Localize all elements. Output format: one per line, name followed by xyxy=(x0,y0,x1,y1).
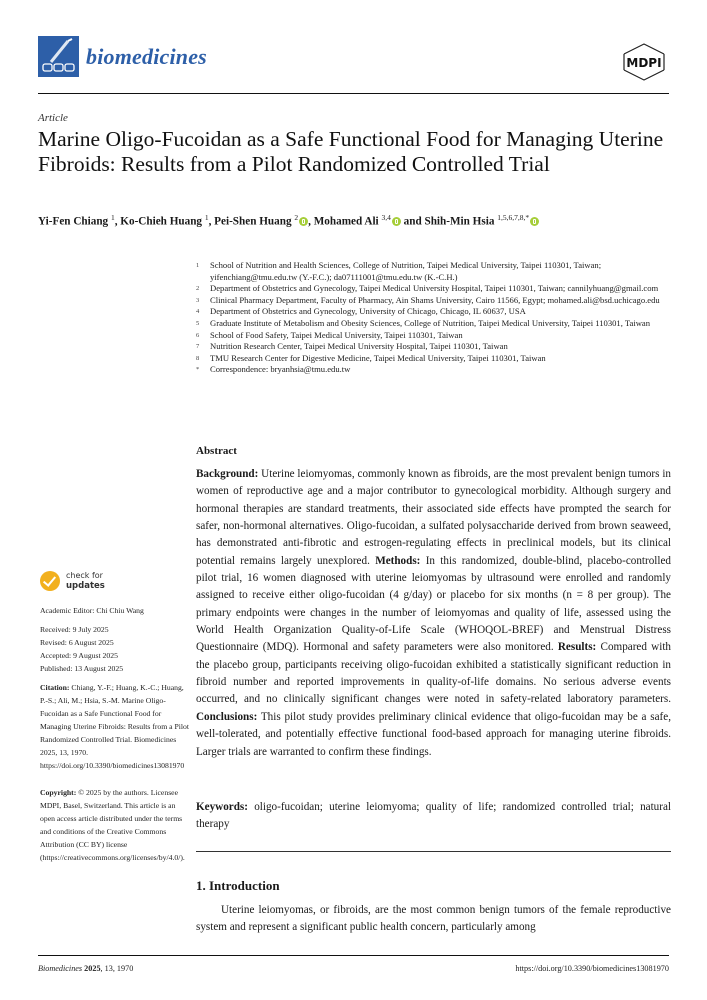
affiliation-item xyxy=(196,260,676,283)
affiliation-item xyxy=(196,283,676,295)
author-affiliation-ref: 1 xyxy=(110,213,115,222)
methods-label: Methods: xyxy=(375,554,421,567)
affiliation-item xyxy=(196,353,676,365)
journal-name: biomedicines xyxy=(86,44,207,69)
affiliation-number: 1 xyxy=(196,262,200,269)
author-separator: , xyxy=(114,215,121,228)
affiliations-list xyxy=(196,260,676,376)
article-title: Marine Oligo-Fucoidan as a Safe Functional Food for Managing Uterine Fibroids: Results from a Pilot Randomized Controlled Trial xyxy=(38,127,664,176)
article-sidebar xyxy=(40,604,190,864)
author-name[interactable]: Ko-Chieh Huang xyxy=(120,215,205,228)
results-text: Compared with the placebo group, participants receiving oligo-fucoidan exhibited a statistically significant reduction in fibroid number and reported improvements in quality-of-life domains. No serious adverse events occurred, and no clinically significant changes were noted in safety-related laboratory parameters. xyxy=(196,641,671,706)
author-affiliation-ref: 3,4 xyxy=(381,213,391,222)
affiliation-number: 2 xyxy=(196,285,200,293)
footer-divider xyxy=(38,955,669,956)
citation xyxy=(40,681,190,772)
header-divider xyxy=(38,93,669,94)
checkmark-icon xyxy=(40,571,60,591)
author-name[interactable]: Mohamed Ali xyxy=(313,215,382,228)
copyright-label: Copyright: xyxy=(40,788,77,797)
conclusions-label: Conclusions: xyxy=(196,710,258,723)
date-accepted: Accepted: 9 August 2025 xyxy=(40,651,118,660)
conclusions-text: This pilot study provides preliminary clinical evidence that oligo-fucoidan may be a safe, well-tolerated, and potentially effective functional food-based approach for managing uterine fibroids. Larger trials are warranted to confirm these findings. xyxy=(196,710,671,758)
orcid-icon[interactable] xyxy=(530,217,539,226)
introduction-text: Uterine leiomyomas, or fibroids, are the most common benign tumors of the female reproductive system and represent a significant public health concern, particularly among xyxy=(196,904,671,934)
footer-volume: , 13, 1970 xyxy=(100,964,134,973)
results-label: Results: xyxy=(557,641,597,654)
affiliation-item xyxy=(196,341,676,353)
affiliation-item xyxy=(196,318,676,330)
keywords-text: oligo-fucoidan; uterine leiomyoma; quality of life; randomized controlled trial; natural therapy xyxy=(196,801,671,831)
author-separator: , xyxy=(308,215,314,228)
copyright xyxy=(40,786,190,864)
introduction-heading: 1. Introduction xyxy=(196,878,280,893)
affiliation-text: Graduate Institute of Metabolism and Obesity Sciences, College of Nutrition, Taipei Medical University, Taipei 110301, Taiwan xyxy=(210,317,651,328)
check-updates-label xyxy=(66,571,105,591)
footer-journal: Biomedicines xyxy=(38,964,83,973)
methods-text: In this randomized, double-blind, placebo-controlled pilot trial, 16 women diagnosed with uterine leiomyomas by ultrasound were enrolled and randomly assigned to receive either oligo-fucoidan (4 g/day) or placebo for six months (n = 8 per group). The primary endpoints were changes in the number of leiomyomas and quality of life, assessed using the World Health Organization Quality-of-Life Scale (WHOQOL-BREF) and Menstrual Distress Questionnaire (MDQ). Hormonal and safety parameters were also monitored. xyxy=(196,554,671,654)
affiliation-text: School of Nutrition and Health Sciences, College of Nutrition, Taipei Medical University, Taipei 110301, Taiwan; yifenchiang@tmu.edu.tw (Y.-F.C.); da07111001@tmu.edu.tw (K.-C.H.) xyxy=(210,260,602,282)
author-affiliation-ref: 2 xyxy=(294,213,299,222)
check-for-updates-button[interactable] xyxy=(40,571,105,591)
check-updates-line1: check for xyxy=(66,571,103,580)
date-published: Published: 13 August 2025 xyxy=(40,664,124,673)
affiliation-number: 8 xyxy=(196,354,200,362)
affiliation-text: Correspondence: bryanhsia@tmu.edu.tw xyxy=(210,364,351,375)
orcid-icon[interactable] xyxy=(392,217,401,226)
copyright-text: © 2025 by the authors. Licensee MDPI, Basel, Switzerland. This article is an open access article distributed under the terms and conditions of the Creative Commons Attribution (CC BY) license (https://creativecommons.org/licenses/by/4.0/). xyxy=(40,788,185,862)
affiliation-item xyxy=(196,364,676,376)
affiliation-text: School of Food Safety, Taipei Medical University, Taipei 110301, Taiwan xyxy=(210,329,463,340)
check-updates-line2: updates xyxy=(66,581,105,591)
affiliation-number: 5 xyxy=(196,319,200,327)
affiliation-number: 6 xyxy=(196,331,200,339)
orcid-icon[interactable] xyxy=(299,217,308,226)
affiliation-number: 3 xyxy=(196,296,200,304)
author-name[interactable]: Yi-Fen Chiang xyxy=(38,215,111,228)
section-divider xyxy=(196,851,671,852)
keywords-label: Keywords: xyxy=(196,801,248,813)
affiliation-number: 7 xyxy=(196,343,200,351)
affiliation-number: * xyxy=(196,366,200,374)
footer-year: 2025 xyxy=(84,964,101,973)
affiliation-text: Clinical Pharmacy Department, Faculty of Pharmacy, Ain Shams University, Cairo 11566, Egypt; mohamed.ali@bsd.uchicago.edu xyxy=(210,294,660,305)
affiliation-text: Nutrition Research Center, Taipei Medical University Hospital, Taipei 110301, Taiwan xyxy=(210,341,508,352)
keywords xyxy=(196,799,671,834)
citation-label: Citation: xyxy=(40,683,70,692)
footer-citation xyxy=(38,964,133,973)
author-affiliation-ref: 1 xyxy=(204,213,209,222)
mdpi-logo-text: MDPI xyxy=(626,56,662,70)
author-affiliation-ref: 1,5,6,7,8,* xyxy=(497,213,530,222)
author-separator: , xyxy=(208,215,215,228)
affiliation-number: 4 xyxy=(196,308,200,316)
citation-text: Chiang, Y.-F.; Huang, K.-C.; Huang, P.-S.; Ali, M.; Hsia, S.-M. Marine Oligo-Fucoidan as a Safe Functional Food for Managing Uterine Fibroids: Results from a Pilot Randomized Controlled Trial. Biomedicines 2025, 13, 1970. https://doi.org/10.3390/biomedicines13081970 xyxy=(40,683,190,770)
background-text: Uterine leiomyomas, commonly known as fibroids, are the most prevalent benign tumors in women of reproductive age and a major contributor to gynecological morbidity. Although surgery and hormonal therapies are standard treatments, their associated side effects have prompted the search for safer, non-hormonal alternatives. Oligo-fucoidan, a sulfated polysaccharide derived from brown seaweed, has demonstrated anti-fibrotic and estrogen-regulating effects in preclinical models, but its clinical potential remains largely unexplored. xyxy=(196,468,671,567)
mdpi-logo-icon xyxy=(618,42,670,82)
background-label: Background: xyxy=(196,468,259,480)
author-separator: and xyxy=(400,215,425,228)
abstract-body xyxy=(196,466,671,761)
author-name[interactable]: Shih-Min Hsia xyxy=(424,215,498,228)
author-name[interactable]: Pei-Shen Huang xyxy=(214,215,295,228)
affiliation-item xyxy=(196,306,676,318)
article-type: Article xyxy=(38,112,68,124)
author-list xyxy=(38,213,539,228)
date-revised: Revised: 6 August 2025 xyxy=(40,638,114,647)
affiliation-item xyxy=(196,330,676,342)
footer-doi-link[interactable]: https://doi.org/10.3390/biomedicines13081970 xyxy=(515,964,669,973)
affiliation-item xyxy=(196,295,676,307)
abstract-heading: Abstract xyxy=(196,445,237,457)
date-received: Received: 9 July 2025 xyxy=(40,625,109,634)
affiliation-text: Department of Obstetrics and Gynecology, Taipei Medical University Hospital, Taipei 110301, Taiwan; cannilyhuang@gmail.com xyxy=(210,283,659,294)
affiliation-text: TMU Research Center for Digestive Medicine, Taipei Medical University, Taipei 110301, Taiwan xyxy=(210,352,546,363)
affiliation-text: Department of Obstetrics and Gynecology, University of Chicago, Chicago, IL 60637, USA xyxy=(210,306,526,317)
academic-editor: Academic Editor: Chi Chiu Wang xyxy=(40,606,144,615)
journal-logo-icon xyxy=(38,36,79,77)
